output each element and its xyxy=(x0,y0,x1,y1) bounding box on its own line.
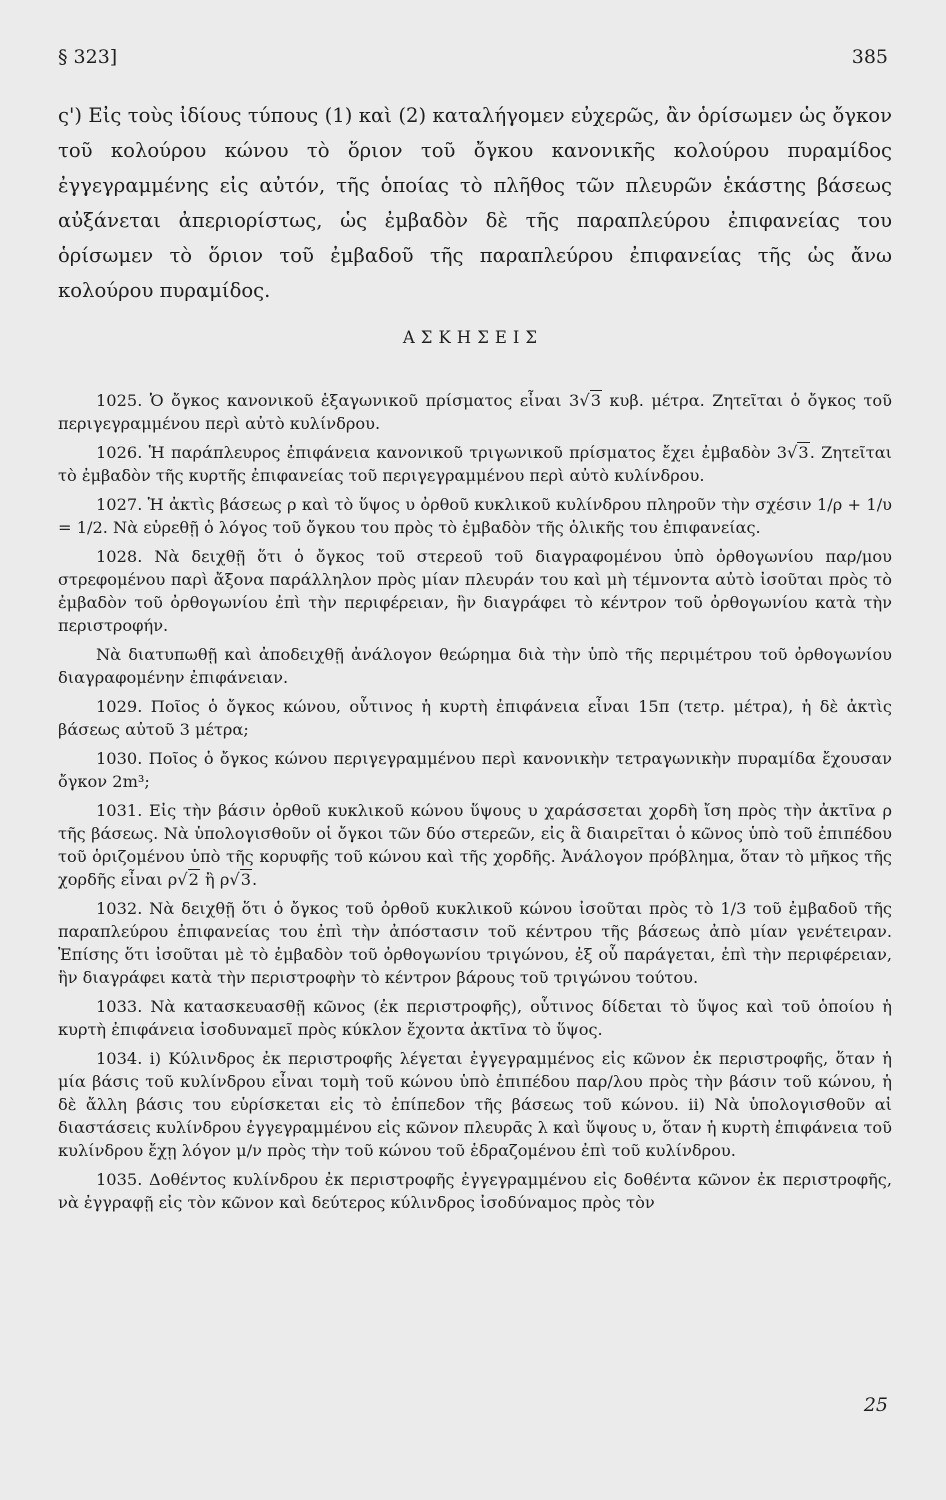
page-number: 385 xyxy=(851,46,888,68)
exercise-1030: 1030. Ποῖος ὁ ὄγκος κώνου περιγεγραμμένου περὶ κανονικὴν τετραγωνικὴν πυραμίδα ἔχουσαν ὄγκον 2m³; xyxy=(58,749,892,791)
page-header xyxy=(58,46,888,76)
exercise-1025: 1025. Ὁ ὄγκος κανονικοῦ ἑξαγωνικοῦ πρίσματος εἶναι 3√3 κυβ. μέτρα. Ζητεῖται ὁ ὄγκος τοῦ περιγεγραμμένου περὶ αὐτὸ κυλίνδρου. xyxy=(58,391,892,433)
signature-mark: 25 xyxy=(863,1394,888,1416)
exercise-1026: 1026. Ἡ παράπλευρος ἐπιφάνεια κανονικοῦ τριγωνικοῦ πρίσματος ἔχει ἐμβαδὸν 3√3. Ζητεῖται τὸ ἐμβαδὸν τῆς κυρτῆς ἐπιφανείας τοῦ περιγεγραμμένου περὶ αὐτὸ κυλίνδρου. xyxy=(58,443,892,485)
exercise-1028-continuation: Νὰ διατυπωθῇ καὶ ἀποδειχθῇ ἀνάλογον θεώρημα διὰ τὴν ὑπὸ τῆς περιμέτρου τοῦ ὀρθογωνίου διαγραφομένην ἐπιφάνειαν. xyxy=(58,645,892,687)
exercise-1035: 1035. Δοθέντος κυλίνδρου ἐκ περιστροφῆς ἐγγεγραμμένου εἰς δοθέντα κῶνον ἐκ περιστροφῆς, νὰ ἐγγραφῇ εἰς τὸν κῶνον καὶ δεύτερος κύλινδρος ἰσοδύναμος πρὸς τὸν xyxy=(58,1170,892,1212)
exercise-1033: 1033. Νὰ κατασκευασθῇ κῶνος (ἐκ περιστροφῆς), οὗτινος δίδεται τὸ ὕψος καὶ τοῦ ὁποίου ἡ κυρτὴ ἐπιφάνεια ἰσοδυναμεῖ πρὸς κύκλον ἔχοντα ἀκτῖνα τὸ ὕψος. xyxy=(58,997,892,1039)
section-reference: § 323] xyxy=(58,46,118,68)
section-title: ΑΣΚΗΣΕΙΣ xyxy=(402,328,544,347)
intro-paragraph: ς') Εἰς τοὺς ἰδίους τύπους (1) καὶ (2) καταλήγομεν εὐχερῶς, ἂν ὁρίσωμεν ὡς ὄγκον τοῦ κολούρου κώνου τὸ ὅριον τοῦ ὄγκου κανονικῆς κολούρου πυραμίδος ἐγγεγραμμένης εἰς αὐτόν, τῆς ὁποίας τὸ πλῆθος τῶν πλευρῶν ἑκάστης βάσεως αὐξάνεται ἀπεριορίστως, ὡς ἐμβαδὸν δὲ τῆς παραπλεύρου ἐπιφανείας του ὁρίσωμεν τὸ ὅριον τοῦ ἐμβαδοῦ τῆς παραπλεύρου ἐπιφανείας τῆς ὡς ἄνω κολούρου πυραμίδος. xyxy=(58,104,892,302)
exercise-1031: 1031. Εἰς τὴν βάσιν ὀρθοῦ κυκλικοῦ κώνου ὕψους υ χαράσσεται χορδὴ ἴση πρὸς τὴν ἀκτῖνα ρ τῆς βάσεως. Νὰ ὑπολογισθοῦν οἱ ὄγκοι τῶν δύο στερεῶν, εἰς ἃ διαιρεῖται ὁ κῶνος ὑπὸ τοῦ ἐπιπέδου τοῦ ὁριζομένου ὑπὸ τῆς κορυφῆς τοῦ κώνου καὶ τῆς χορδῆς. Ἀνάλογον πρόβλημα, ὅταν τὸ μῆκος τῆς χορδῆς εἶναι ρ√2 ἢ ρ√3. xyxy=(58,801,892,889)
exercise-list xyxy=(58,389,892,1220)
exercise-1027: 1027. Ἡ ἀκτὶς βάσεως ρ καὶ τὸ ὕψος υ ὀρθοῦ κυκλικοῦ κυλίνδρου πληροῦν τὴν σχέσιν 1/ρ + 1/υ = 1/2. Νὰ εὑρεθῇ ὁ λόγος τοῦ ὄγκου του πρὸς τὸ ἐμβαδὸν τῆς ὁλικῆς του ἐπιφανείας. xyxy=(58,495,892,537)
exercise-1029: 1029. Ποῖος ὁ ὄγκος κώνου, οὗτινος ἡ κυρτὴ ἐπιφάνεια εἶναι 15π (τετρ. μέτρα), ἡ δὲ ἀκτὶς βάσεως αὐτοῦ 3 μέτρα; xyxy=(58,697,892,739)
exercise-1034: 1034. i) Κύλινδρος ἐκ περιστροφῆς λέγεται ἐγγεγραμμένος εἰς κῶνον ἐκ περιστροφῆς, ὅταν ἡ μία βάσις τοῦ κυλίνδρου εἶναι τομὴ τοῦ κώνου ὑπὸ ἐπιπέδου παρ/λου πρὸς τὴν βάσιν τοῦ κώνου, ἡ δὲ ἄλλη βάσις του εὑρίσκεται εἰς τὸ ἐπίπεδον τῆς βάσεως τοῦ κώνου. ii) Νὰ ὑπολογισθοῦν αἱ διαστάσεις κυλίνδρου ἐγγεγραμμένου εἰς κῶνον πλευρᾶς λ καὶ ὕψους υ, ὅταν ἡ κυρτὴ ἐπιφάνεια τοῦ κυλίνδρου ἔχῃ λόγον μ/ν πρὸς τὴν τοῦ κώνου τοῦ ἑδραζομένου ἐπὶ τοῦ κυλίνδρου. xyxy=(58,1049,892,1160)
exercise-1028: 1028. Νὰ δειχθῇ ὅτι ὁ ὄγκος τοῦ στερεοῦ τοῦ διαγραφομένου ὑπὸ ὀρθογωνίου παρ/μου στρεφομένου παρὶ ἄξονα παράλληλον πρὸς μίαν πλευράν του καὶ μὴ τέμνοντα αὐτὸ ἰσοῦται πρὸς τὸ ἐμβαδὸν τοῦ ὀρθογωνίου ἐπὶ τὴν περιφέρειαν, ἣν διαγράφει τὸ κέντρον τοῦ ὀρθογωνίου κατὰ τὴν περιστροφήν. xyxy=(58,547,892,635)
exercise-1032: 1032. Νὰ δειχθῇ ὅτι ὁ ὄγκος τοῦ ὀρθοῦ κυκλικοῦ κώνου ἰσοῦται πρὸς τὸ 1/3 τοῦ ἐμβαδοῦ τῆς παραπλεύρου ἐπιφανείας του ἐπὶ τὴν ἀπόστασιν τοῦ κέντρου τῆς βάσεως ἀπὸ μίαν γενέτειραν. Ἐπίσης ὅτι ἰσοῦται μὲ τὸ ἐμβαδὸν τοῦ ὀρθογωνίου τριγώνου, ἐξ οὗ παράγεται, ἐπὶ τὴν περιφέρειαν, ἣν διαγράφει κατὰ τὴν περιστροφὴν τὸ κέντρον βάρους τοῦ τριγώνου τούτου. xyxy=(58,899,892,987)
